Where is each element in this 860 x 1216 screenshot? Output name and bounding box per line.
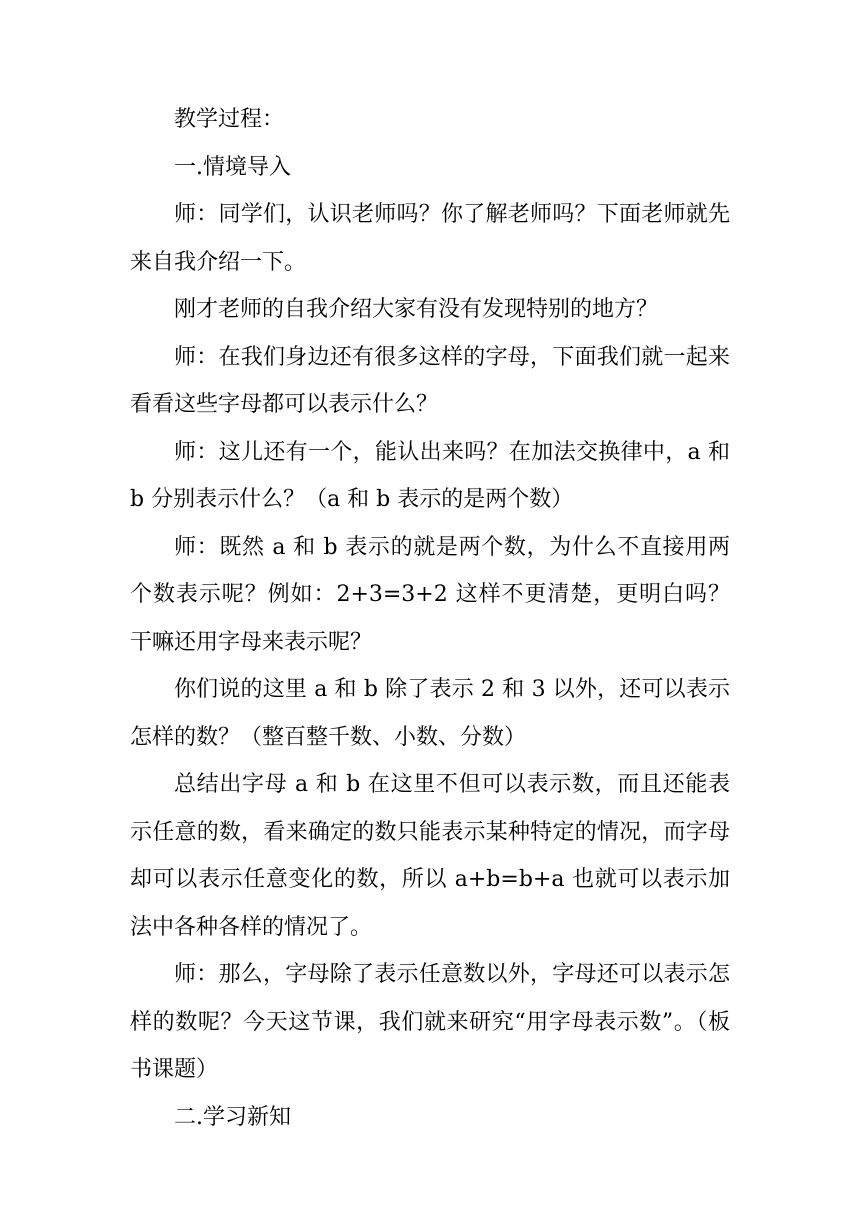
section-heading-scenario-intro: 一.情境导入 xyxy=(174,154,291,180)
paragraph: 师：同学们，认识老师吗？你了解老师吗？下面老师就先来自我介绍一下。 xyxy=(130,202,730,275)
section-heading-teaching-process: 教学过程： xyxy=(174,107,285,132)
paragraph: 师：这儿还有一个，能认出来吗？在加法交换律中，a 和 b 分别表示什么？（a 和 b 表示的是两个数） xyxy=(130,439,730,512)
paragraph: 总结出字母 a 和 b 在这里不但可以表示数，而且还能表示任意的数，看来确定的数只能表示某种特定的情况，而字母却可以表示任意变化的数，所以 a+b=b+a 也就可以表示加法中各种各样的情况了。 xyxy=(130,772,730,940)
paragraph: 你们说的这里 a 和 b 除了表示 2 和 3 以外，还可以表示怎样的数？（整百整千数、小数、分数） xyxy=(130,677,730,750)
paragraph: 师：在我们身边还有很多这样的字母，下面我们就一起来看看这些字母都可以表示什么？ xyxy=(130,344,730,417)
section-heading-learn-new-knowledge: 二.学习新知 xyxy=(174,1104,291,1130)
document-body xyxy=(130,96,730,1141)
paragraph: 刚才老师的自我介绍大家有没有发现特别的地方？ xyxy=(174,297,659,322)
paragraph: 师：既然 a 和 b 表示的就是两个数，为什么不直接用两个数表示呢？例如：2+3=3+2 这样不更清楚，更明白吗？干嘛还用字母来表示呢？ xyxy=(130,534,730,655)
paragraph: 师：那么，字母除了表示任意数以外，字母还可以表示怎样的数呢？今天这节课，我们就来研究“用字母表示数”。（板书课题） xyxy=(130,962,730,1082)
